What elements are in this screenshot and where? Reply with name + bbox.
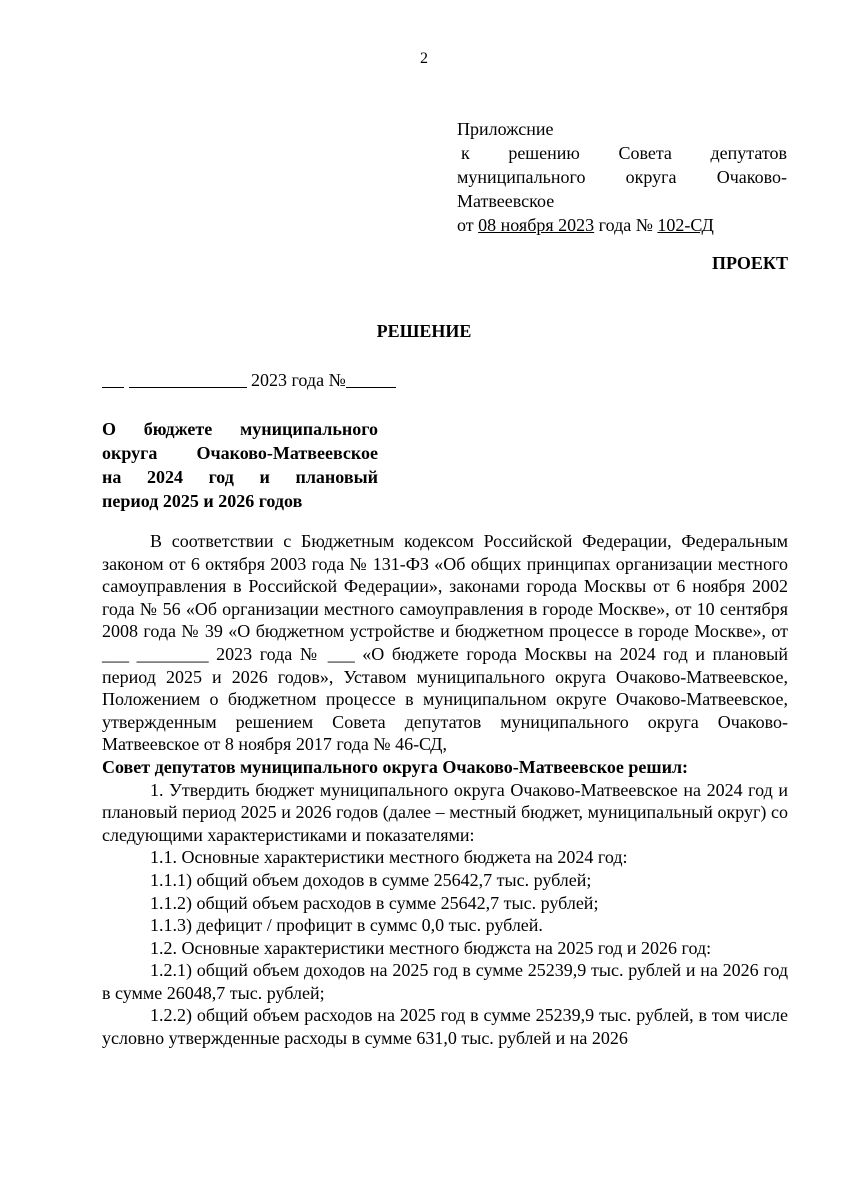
council-resolved-text: Совет депутатов муниципального округа Очаково-Матвеевское решил: <box>102 756 689 777</box>
decision-subject <box>102 417 378 513</box>
annex-line-district-end: Матвеевское <box>457 191 555 211</box>
clause-1-2-2: 1.2.2) общий объем расходов на 2025 год в сумме 25239,9 тыс. рублей, в том числе условно утвержденные расходы в сумме 631,0 тыс. рублей и на 2026 <box>102 1005 788 1049</box>
annex-date-line <box>457 213 787 237</box>
clause-1-1-1: 1.1.1) общий объем доходов в сумме 25642,7 тыс. рублей; <box>150 869 592 890</box>
day-blank <box>102 369 124 388</box>
annex-date-mid: года № <box>594 215 658 235</box>
subject-line-2: округа Очаково-Матвеевское <box>102 443 378 463</box>
decision-title: РЕШЕНИЕ <box>376 321 472 341</box>
annex-date: 08 ноября 2023 <box>478 215 595 235</box>
subject-line-4: период 2025 и 2026 годов <box>102 491 303 511</box>
annex-number: 102-СД <box>657 215 714 235</box>
clause-1-2-1: 1.2.1) общий объем доходов на 2025 год в сумме 25239,9 тыс. рублей и на 2026 год в сумме 26048,7 тыс. рублей; <box>102 960 788 1003</box>
decision-date-line <box>102 369 396 391</box>
annex-header <box>457 117 787 237</box>
clause-1-1-2: 1.1.2) общий объем расходов в сумме 25642,7 тыс. рублей; <box>150 892 599 913</box>
clause-1: 1. Утвердить бюджет муниципального округа Очаково-Матвеевское на 2024 год и плановый период 2025 и 2026 годов (далее – местный бюджет, муниципальный округ) со следующими характеристиками и показателями: <box>102 779 788 845</box>
clause-1-1-3: 1.1.3) дефицит / профицит в суммс 0,0 тыс. рублей. <box>150 915 543 936</box>
project-label: ПРОЕКТ <box>712 253 788 273</box>
number-blank <box>346 369 396 388</box>
annex-line-decision: к решению Совета депутатов <box>461 143 787 163</box>
month-blank <box>129 369 247 388</box>
decision-body <box>102 530 788 1050</box>
annex-title: Приложсние <box>457 119 554 139</box>
subject-line-1: О бюджете муниципального <box>102 419 378 439</box>
page-number: 2 <box>420 50 428 67</box>
annex-date-prefix: от <box>457 215 479 235</box>
council-resolved <box>102 756 788 779</box>
annex-line-district: муниципального округа Очаково- <box>457 167 787 187</box>
clause-1-1: 1.1. Основные характеристики местного бюджета на 2024 год: <box>150 847 628 868</box>
year-text: 2023 года № <box>246 370 346 390</box>
subject-line-3: на 2024 год и плановый <box>102 467 378 487</box>
clause-1-2: 1.2. Основные характеристики местного бюджста на 2025 год и 2026 год: <box>150 937 712 958</box>
preamble-paragraph: В соответствии с Бюджетным кодексом Российской Федерации, Федеральным законом от 6 октября 2003 года № 131-ФЗ «Об общих принципах организации местного самоуправления в Российской Федерации», законами города Москвы от 6 ноября 2002 года № 56 «Об организации местного самоуправления в городе Москве», от 10 сентября 2008 года № 39 «О бюджетном устройстве и бюджетном процессе в городе Москве», от ___ ________ 2023 года № ___ «О бюджете города Москвы на 2024 год и плановый период 2025 и 2026 годов», Уставом муниципального округа Очаково-Матвеевское, Положением о бюджетном процессе в муниципальном округе Очаково-Матвеевское, утвержденным решением Совета депутатов муниципального округа Очаково-Матвеевское от 8 ноября 2017 года № 46-СД, <box>102 531 788 755</box>
